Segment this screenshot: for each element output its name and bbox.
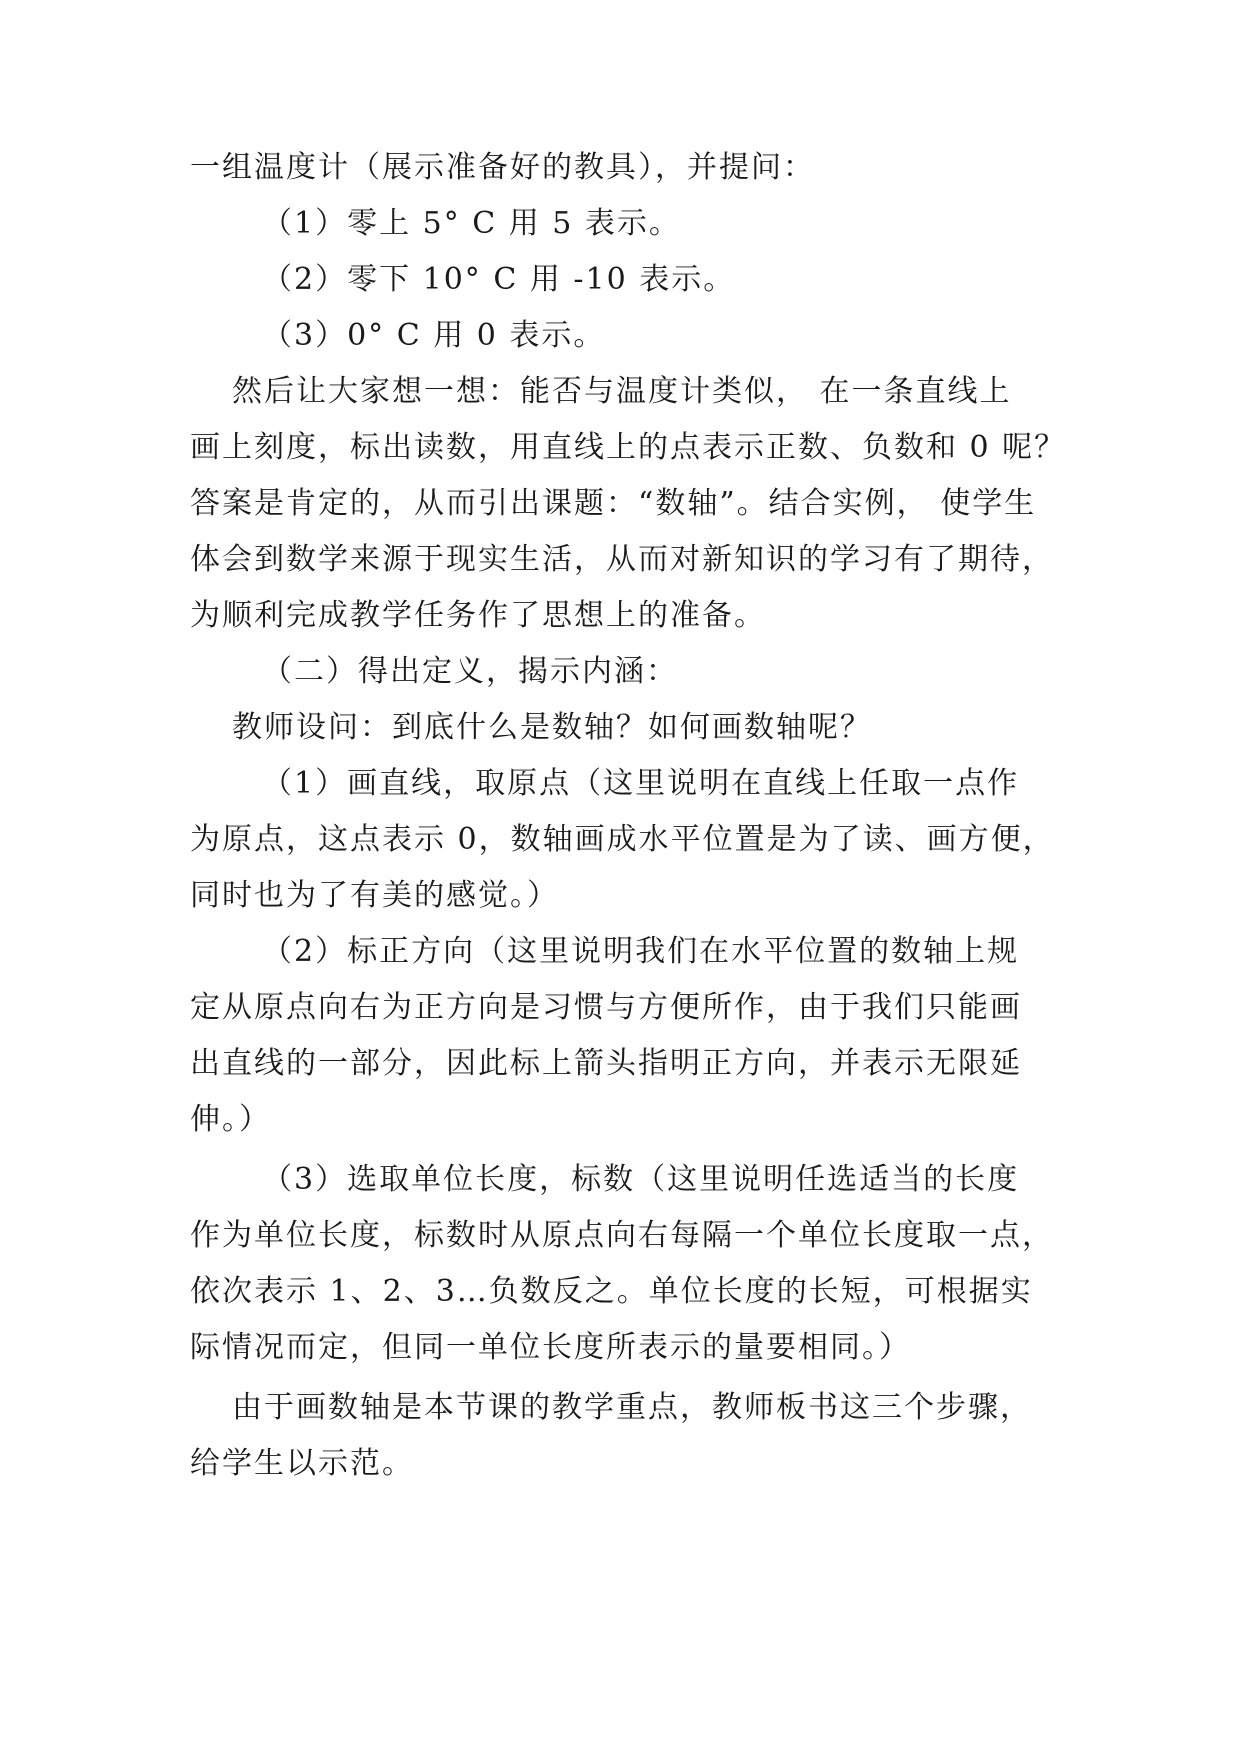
text-line: 一组温度计（展示准备好的教具），并提问：: [190, 150, 815, 185]
text-line: （2）零下 10° C 用 -10 表示。: [262, 262, 736, 297]
text-line: 给学生以示范。: [190, 1446, 414, 1481]
text-line: （3）0° C 用 0 表示。: [262, 318, 606, 353]
text-line: 画上刻度，标出读数，用直线上的点表示正数、负数和 0 呢？: [190, 430, 1067, 465]
text-line: 出直线的一部分，因此标上箭头指明正方向，并表示无限延: [190, 1046, 1022, 1081]
text-line: 答案是肯定的，从而引出课题：“数轴”。结合实例， 使学生: [190, 486, 1037, 521]
text-line: （1）画直线，取原点（这里说明在直线上任取一点作: [262, 766, 1020, 801]
text-line: 定从原点向右为正方向是习惯与方便所作，由于我们只能画: [190, 990, 1022, 1025]
text-line: （1）零上 5° C 用 5 表示。: [262, 206, 681, 241]
text-line: 教师设问：到底什么是数轴？如何画数轴呢？: [232, 710, 872, 745]
text-line: （2）标正方向（这里说明我们在水平位置的数轴上规: [262, 934, 1020, 969]
text-line: 为原点，这点表示 0，数轴画成水平位置是为了读、画方便，: [190, 822, 1055, 857]
text-line: 作为单位长度，标数时从原点向右每隔一个单位长度取一点，: [190, 1218, 1054, 1253]
text-line: 由于画数轴是本节课的教学重点，教师板书这三个步骤，: [232, 1390, 1032, 1425]
text-line: （3）选取单位长度，标数（这里说明任选适当的长度: [262, 1162, 1020, 1197]
text-line: 然后让大家想一想：能否与温度计类似， 在一条直线上: [232, 374, 1012, 409]
text-line: 为顺利完成教学任务作了思想上的准备。: [190, 598, 766, 633]
text-line: 依次表示 1、2、3…负数反之。单位长度的长短，可根据实: [190, 1274, 1033, 1309]
section-heading: （二）得出定义，揭示内涵：: [262, 654, 678, 689]
text-line: 伸。）: [190, 1102, 271, 1137]
text-line: 同时也为了有美的感觉。）: [190, 878, 559, 913]
text-line: 际情况而定，但同一单位长度所表示的量要相同。）: [190, 1330, 911, 1365]
text-line: 体会到数学来源于现实生活，从而对新知识的学习有了期待，: [190, 542, 1054, 577]
